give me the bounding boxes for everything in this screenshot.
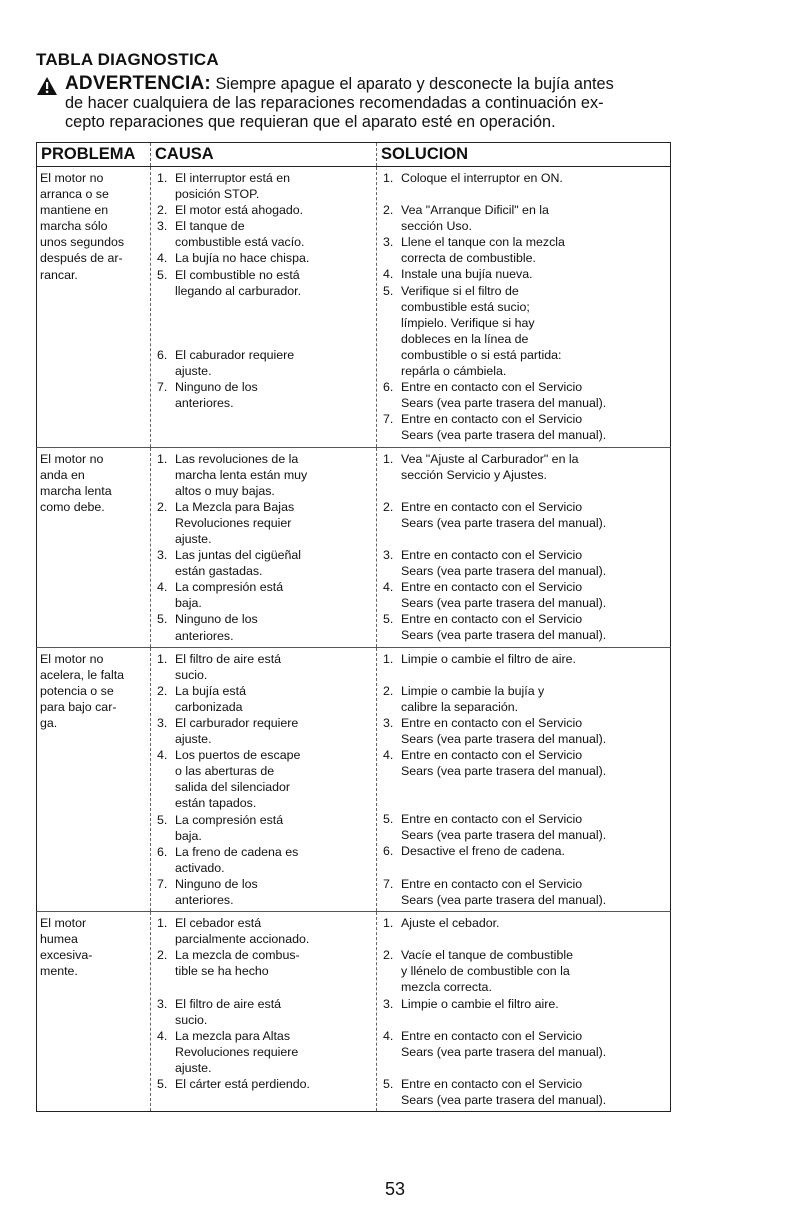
list-item bbox=[381, 266, 666, 282]
list-item bbox=[381, 651, 666, 667]
item-text-line: salida del silenciador bbox=[175, 780, 291, 795]
item-number: 2. bbox=[383, 683, 394, 698]
item-number: 3. bbox=[157, 219, 168, 234]
problem-line: arranca o se bbox=[40, 187, 109, 202]
item-number: 6. bbox=[157, 347, 168, 362]
item-text-line: Entre en contacto con el Servicio bbox=[401, 1028, 583, 1043]
list-item bbox=[381, 499, 666, 531]
list-item bbox=[155, 812, 372, 844]
list-item bbox=[155, 267, 372, 299]
item-text-line: tible se ha hecho bbox=[175, 964, 269, 979]
item-text-line: correcta de combustible. bbox=[401, 251, 536, 266]
item-number: 7. bbox=[383, 876, 394, 891]
item-text-line: Entre en contacto con el Servicio bbox=[401, 876, 583, 891]
item-number: 2. bbox=[157, 683, 168, 698]
item-text-line: anteriores. bbox=[175, 628, 234, 643]
item-text-line: Ninguno de los bbox=[175, 876, 258, 891]
item-number: 6. bbox=[157, 844, 168, 859]
item-text-line: El cárter está perdiendo. bbox=[175, 1076, 310, 1091]
item-text-line: Ajuste el cebador. bbox=[401, 916, 500, 931]
list-item bbox=[381, 683, 666, 715]
item-number: 2. bbox=[383, 203, 394, 218]
item-text-line: combustible o si está partida: bbox=[401, 347, 562, 362]
item-text-line: Revoluciones requier bbox=[175, 515, 292, 530]
problem-line: El motor no bbox=[40, 451, 104, 466]
item-text-line: están tapados. bbox=[175, 796, 257, 811]
list-item bbox=[381, 876, 666, 908]
problem-line: El motor bbox=[40, 916, 87, 931]
item-number: 5. bbox=[157, 1076, 168, 1091]
item-text-line: sección Servicio y Ajustes. bbox=[401, 467, 547, 482]
item-text-line: La compresión está bbox=[175, 580, 284, 595]
list-item bbox=[381, 947, 666, 995]
item-text-line: Revoluciones requiere bbox=[175, 1044, 299, 1059]
item-text-line: Entre en contacto con el Servicio bbox=[401, 1076, 583, 1091]
item-text-line: dobleces en la línea de bbox=[401, 331, 529, 346]
item-text-line: repárla o cámbiela. bbox=[401, 364, 507, 379]
item-text-line: marcha lenta están muy bbox=[175, 467, 308, 482]
list-item bbox=[155, 651, 372, 683]
problem-line: El motor no bbox=[40, 651, 104, 666]
item-number: 7. bbox=[157, 379, 168, 394]
item-text-line: Las revoluciones de la bbox=[175, 451, 299, 466]
item-text-line: La bujía no hace chispa. bbox=[175, 251, 310, 266]
item-text-line: Limpie o cambie la bujía y bbox=[401, 683, 545, 698]
list-item bbox=[381, 379, 666, 411]
item-text-line: ajuste. bbox=[175, 732, 212, 747]
item-text-line: Entre en contacto con el Servicio bbox=[401, 812, 583, 827]
item-text-line: ajuste. bbox=[175, 1060, 212, 1075]
list-item bbox=[155, 996, 372, 1028]
item-text-line: Entre en contacto con el Servicio bbox=[401, 612, 583, 627]
list-item bbox=[381, 843, 666, 859]
item-text-line: Ninguno de los bbox=[175, 612, 258, 627]
item-text-line: Llene el tanque con la mezcla bbox=[401, 235, 565, 250]
item-text-line: Entre en contacto con el Servicio bbox=[401, 715, 583, 730]
problem-line: mantiene en bbox=[40, 203, 109, 218]
item-text-line: Sears (vea parte trasera del manual). bbox=[401, 732, 607, 746]
list-item bbox=[155, 347, 372, 379]
item-number: 6. bbox=[383, 380, 394, 395]
item-text-line: sección Uso. bbox=[401, 219, 472, 234]
item-number: 6. bbox=[383, 844, 394, 859]
item-text-line: La Mezcla para Bajas bbox=[175, 499, 295, 514]
list-item bbox=[381, 747, 666, 779]
item-text-line: El interruptor está en bbox=[175, 171, 291, 185]
item-text-line: El tanque de bbox=[175, 219, 245, 234]
item-text-line: Entre en contacto con el Servicio bbox=[401, 547, 583, 562]
item-text-line: combustible está sucio; bbox=[401, 299, 530, 314]
item-text-line: Sears (vea parte trasera del manual). bbox=[401, 892, 607, 907]
item-number: 2. bbox=[383, 499, 394, 514]
item-text-line: La freno de cadena es bbox=[175, 844, 299, 859]
table-row bbox=[37, 647, 671, 912]
warning-line-1: Siempre apague el aparato y desconecte la bujía antes bbox=[215, 75, 614, 93]
item-text-line: Entre en contacto con el Servicio bbox=[401, 748, 583, 763]
item-number: 1. bbox=[157, 171, 168, 185]
item-text-line: ajuste. bbox=[175, 531, 212, 546]
problem-line: humea bbox=[40, 932, 78, 947]
item-number: 1. bbox=[383, 651, 394, 666]
warning-block bbox=[36, 74, 676, 132]
list-item bbox=[381, 234, 666, 266]
list-item bbox=[155, 379, 372, 411]
item-text-line: El filtro de aire está bbox=[175, 996, 282, 1011]
page-number: 53 bbox=[384, 1179, 406, 1199]
item-text-line: o las aberturas de bbox=[175, 764, 275, 779]
warning-heading: ADVERTENCIA: bbox=[65, 73, 211, 94]
list-item bbox=[155, 915, 372, 947]
list-item bbox=[381, 996, 666, 1012]
problem-line: El motor no bbox=[40, 171, 104, 185]
solution-cell bbox=[377, 912, 671, 1112]
item-text-line: Sears (vea parte trasera del manual). bbox=[401, 828, 607, 843]
list-item bbox=[155, 683, 372, 715]
item-text-line: Verifique si el filtro de bbox=[401, 283, 519, 298]
item-text-line: anteriores. bbox=[175, 893, 234, 908]
item-text-line: baja. bbox=[175, 828, 202, 843]
solution-cell bbox=[377, 647, 671, 912]
item-text-line: Vea "Ajuste al Carburador" en la bbox=[401, 451, 579, 466]
table-row bbox=[37, 912, 671, 1112]
item-text-line: mezcla correcta. bbox=[401, 980, 492, 995]
item-number: 4. bbox=[157, 748, 168, 763]
item-text-line: El cebador está bbox=[175, 916, 262, 931]
item-text-line: Sears (vea parte trasera del manual). bbox=[401, 396, 607, 411]
item-text-line: y llénelo de combustible con la bbox=[401, 964, 570, 979]
item-number: 1. bbox=[383, 171, 394, 185]
list-item bbox=[155, 1076, 372, 1092]
section-title: TABLA DIAGNOSTICA bbox=[36, 50, 219, 69]
item-number: 1. bbox=[157, 651, 168, 666]
item-text-line: límpielo. Verifique si hay bbox=[401, 315, 535, 330]
list-item bbox=[155, 947, 372, 979]
header-solution: SOLUCION bbox=[377, 143, 671, 167]
item-number: 4. bbox=[383, 748, 394, 763]
item-number: 4. bbox=[157, 1028, 168, 1043]
item-text-line: Sears (vea parte trasera del manual). bbox=[401, 1044, 607, 1059]
item-text-line: combustible está vacío. bbox=[175, 235, 305, 250]
problem-line: como debe. bbox=[40, 499, 105, 514]
item-text-line: Instale una bujía nueva. bbox=[401, 267, 533, 282]
list-item bbox=[155, 202, 372, 218]
item-text-line: Desactive el freno de cadena. bbox=[401, 844, 565, 859]
table-header-row bbox=[37, 143, 671, 167]
item-text-line: parcialmente accionado. bbox=[175, 932, 310, 947]
item-number: 3. bbox=[157, 716, 168, 730]
table-row bbox=[37, 447, 671, 647]
item-number: 3. bbox=[157, 548, 168, 563]
list-item bbox=[381, 283, 666, 380]
item-text-line: carbonizada bbox=[175, 699, 243, 714]
item-text-line: están gastadas. bbox=[175, 564, 263, 579]
item-text-line: El combustible no está bbox=[175, 267, 300, 282]
list-item bbox=[155, 499, 372, 547]
problem-line: marcha lenta bbox=[40, 483, 112, 498]
item-number: 2. bbox=[383, 948, 394, 963]
item-number: 5. bbox=[383, 612, 394, 627]
item-text-line: Entre en contacto con el Servicio bbox=[401, 412, 583, 427]
item-text-line: Las juntas del cigüeñal bbox=[175, 548, 302, 563]
header-cause: CAUSA bbox=[151, 143, 377, 167]
warning-line-3: cepto reparaciones que requieran que el aparato esté en operación. bbox=[65, 113, 556, 131]
item-number: 5. bbox=[383, 812, 394, 827]
item-text-line: sucio. bbox=[175, 667, 208, 682]
item-text-line: Los puertos de escape bbox=[175, 748, 301, 763]
item-number: 5. bbox=[157, 812, 168, 827]
problem-line: mente. bbox=[40, 964, 78, 979]
problem-line: unos segundos bbox=[40, 235, 125, 250]
item-number: 3. bbox=[383, 235, 394, 250]
item-number: 7. bbox=[383, 412, 394, 427]
item-text-line: Entre en contacto con el Servicio bbox=[401, 380, 583, 395]
item-text-line: Sears (vea parte trasera del manual). bbox=[401, 764, 607, 779]
list-item bbox=[381, 915, 666, 931]
item-text-line: La compresión está bbox=[175, 812, 284, 827]
warning-triangle-icon bbox=[36, 76, 58, 96]
cause-cell bbox=[151, 647, 377, 912]
warning-line-2: de hacer cualquiera de las reparaciones recomendadas a continuación ex- bbox=[65, 94, 604, 112]
item-text-line: posición STOP. bbox=[175, 187, 260, 202]
problem-line: para bajo car- bbox=[40, 699, 117, 714]
item-number: 2. bbox=[157, 499, 168, 514]
item-number: 5. bbox=[157, 612, 168, 627]
item-text-line: El filtro de aire está bbox=[175, 651, 282, 666]
item-number: 7. bbox=[157, 876, 168, 891]
item-text-line: Sears (vea parte trasera del manual). bbox=[401, 563, 607, 578]
list-item bbox=[155, 715, 372, 747]
diagnostic-table bbox=[36, 142, 671, 1112]
item-number: 3. bbox=[383, 547, 394, 562]
list-item bbox=[155, 250, 372, 266]
item-text-line: Entre en contacto con el Servicio bbox=[401, 580, 583, 595]
problem-cell bbox=[37, 167, 151, 448]
list-item bbox=[381, 202, 666, 234]
item-number: 3. bbox=[383, 715, 394, 730]
item-text-line: anteriores. bbox=[175, 396, 234, 411]
item-number: 2. bbox=[157, 948, 168, 963]
item-number: 5. bbox=[157, 267, 168, 282]
table-row bbox=[37, 167, 671, 448]
item-number: 4. bbox=[383, 580, 394, 595]
item-text-line: Limpie o cambie el filtro aire. bbox=[401, 996, 559, 1011]
item-text-line: La mezcla de combus- bbox=[175, 948, 300, 963]
item-text-line: activado. bbox=[175, 860, 225, 875]
list-item bbox=[381, 579, 666, 611]
cause-cell bbox=[151, 912, 377, 1112]
item-text-line: La bujía está bbox=[175, 683, 246, 698]
problem-line: excesiva- bbox=[40, 948, 93, 963]
list-item bbox=[155, 218, 372, 250]
item-text-line: Limpie o cambie el filtro de aire. bbox=[401, 651, 576, 666]
list-item bbox=[381, 811, 666, 843]
list-item bbox=[381, 411, 666, 443]
item-text-line: llegando al carburador. bbox=[175, 283, 302, 298]
item-text-line: El motor está ahogado. bbox=[175, 203, 304, 218]
item-number: 3. bbox=[383, 996, 394, 1011]
cause-cell bbox=[151, 447, 377, 647]
list-item bbox=[155, 579, 372, 611]
item-text-line: Sears (vea parte trasera del manual). bbox=[401, 628, 607, 643]
item-text-line: Coloque el interruptor en ON. bbox=[401, 171, 563, 185]
item-number: 3. bbox=[157, 996, 168, 1011]
item-number: 4. bbox=[157, 580, 168, 595]
item-number: 1. bbox=[157, 451, 168, 466]
problem-line: anda en bbox=[40, 467, 85, 482]
item-text-line: Sears (vea parte trasera del manual). bbox=[401, 428, 607, 443]
solution-cell bbox=[377, 447, 671, 647]
problem-line: rancar. bbox=[40, 267, 78, 282]
list-item bbox=[381, 611, 666, 643]
item-number: 2. bbox=[157, 203, 168, 218]
item-number: 1. bbox=[383, 916, 394, 931]
item-number: 5. bbox=[383, 283, 394, 298]
list-item bbox=[381, 451, 666, 483]
problem-line: marcha sólo bbox=[40, 219, 108, 234]
list-item bbox=[381, 170, 666, 186]
item-text-line: altos o muy bajas. bbox=[175, 483, 275, 498]
list-item bbox=[155, 547, 372, 579]
problem-cell bbox=[37, 447, 151, 647]
problem-line: acelera, le falta bbox=[40, 667, 125, 682]
list-item bbox=[155, 844, 372, 876]
item-number: 5. bbox=[383, 1076, 394, 1091]
list-item bbox=[381, 715, 666, 747]
list-item bbox=[155, 876, 372, 908]
item-text-line: ajuste. bbox=[175, 363, 212, 378]
problem-line: ga. bbox=[40, 716, 58, 730]
list-item bbox=[381, 547, 666, 579]
item-number: 1. bbox=[157, 916, 168, 931]
header-problem: PROBLEMA bbox=[37, 143, 151, 167]
item-text-line: El carburador requiere bbox=[175, 716, 299, 730]
solution-cell bbox=[377, 167, 671, 448]
item-text-line: sucio. bbox=[175, 1012, 208, 1027]
list-item bbox=[155, 451, 372, 499]
item-number: 1. bbox=[383, 451, 394, 466]
item-number: 4. bbox=[383, 1028, 394, 1043]
problem-line: potencia o se bbox=[40, 683, 114, 698]
item-text-line: calibre la separación. bbox=[401, 699, 519, 714]
item-number: 4. bbox=[157, 251, 168, 266]
problem-line: después de ar- bbox=[40, 251, 123, 266]
item-number: 4. bbox=[383, 267, 394, 282]
problem-cell bbox=[37, 647, 151, 912]
list-item bbox=[381, 1076, 666, 1108]
item-text-line: Sears (vea parte trasera del manual). bbox=[401, 1092, 607, 1107]
list-item bbox=[155, 170, 372, 202]
list-item bbox=[155, 1028, 372, 1076]
problem-cell bbox=[37, 912, 151, 1112]
list-item bbox=[381, 1028, 666, 1060]
list-item bbox=[155, 611, 372, 643]
item-text-line: Entre en contacto con el Servicio bbox=[401, 499, 583, 514]
list-item bbox=[155, 747, 372, 811]
item-text-line: Vea "Arranque Dificil" en la bbox=[401, 203, 549, 218]
item-text-line: La mezcla para Altas bbox=[175, 1028, 291, 1043]
item-text-line: Sears (vea parte trasera del manual). bbox=[401, 596, 607, 611]
item-text-line: baja. bbox=[175, 596, 202, 611]
item-text-line: Sears (vea parte trasera del manual). bbox=[401, 515, 607, 530]
item-text-line: Vacíe el tanque de combustible bbox=[401, 948, 573, 963]
item-text-line: Ninguno de los bbox=[175, 379, 258, 394]
cause-cell bbox=[151, 167, 377, 448]
item-text-line: El caburador requiere bbox=[175, 347, 295, 362]
